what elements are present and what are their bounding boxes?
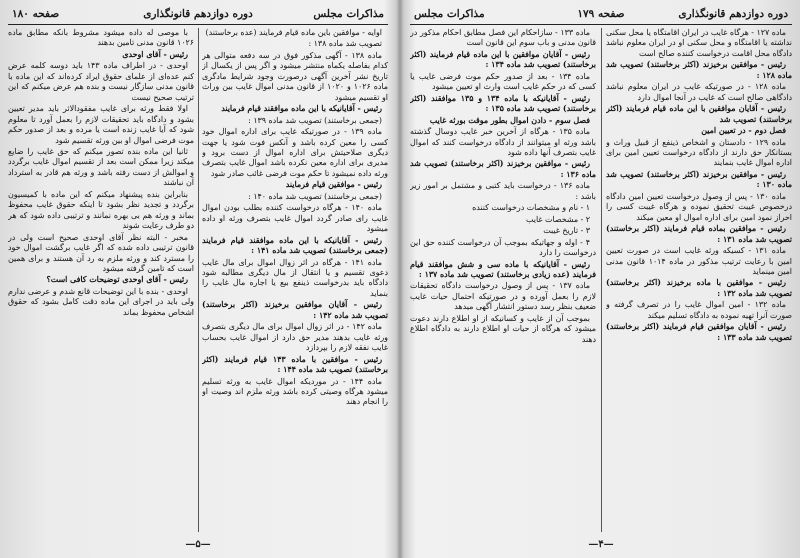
paragraph: ماده ۱۴۱ - هرگاه در اثر زوال اموال برای مال غایب دعوی تقسیم و یا انتقال از مال دیگری مطالبه شود دادگاه باید بدرخواست ذینفع بیع یا اجاره مال غایب را بنماید <box>202 257 388 298</box>
paragraph: اولا فقط ورثه برای غایب مفقودالاثر باید مدیر تعیین بشود و دادگاه باید تحقیقات لازم را بعمل آورد تا معلوم شود که آیا غایب زنده است یا مرده و بعد از صدور حکم موت فرضی اموال او بین ورثه تقسیم شود <box>8 104 194 145</box>
paragraph: رئیس - آقایان موافقین با این ماده قیام فرمایند (اکثر برخاستند) تصویب شد ماده ۱۳۴ : <box>410 49 596 70</box>
paragraph: ماده ۱۳۴ - بعد از صدور حکم موت فرضی غایب یا کسی که در حکم غایب است وارث او تعیین میشود <box>410 71 596 92</box>
paragraph: ماده ۱۲۷ - هرگاه غایب در ایران اقامتگاه یا محل سکنی نداشته یا اقامتگاه و محل سکنی او در ایران معلوم نباشد دادگاه محل اقامت درخواست کننده صالح است <box>606 28 792 58</box>
paragraph: بموجب آن از غایب و کسانیکه از او اطلاع دارند دعوت میشود که هرگاه از حیات او اطلاع دارند به دادگاه اطلاع دهند <box>410 313 596 344</box>
paragraph: ماده ۱۴۴ - در موردیکه اموال غایب به ورثه تسلیم میشود هرگاه وصیتی کرده باشد ورثه ملزم اند وصیت او را انجام دهند <box>202 376 388 407</box>
text-column-left <box>8 28 194 534</box>
paragraph: رئیس - آقایان موافقین با این ماده قیام فرمایند (اکثر برخاستند) تصویب شد <box>606 104 792 124</box>
page-number: —۵— <box>185 539 211 550</box>
page-header <box>8 6 388 25</box>
paragraph: ماده ۱۳۹ - در صورتیکه غایب برای اداره اموال خود کسی را معین کرده باشد و آنکس فوت شود یا جهت دیگری صلاحیتش برای اداره اموال از دست برود و مدیری برای اداره معین نکرده باشد اموال غایب بتصرف ورثه داده نمیشود تا حکم موت فرضی غائب صادر شود <box>202 127 388 178</box>
paragraph: رئیس - موافقین برخیزند (اکثر برخاستند) تصویب شد ماده ۱۲۸ : <box>606 60 792 80</box>
page-180 <box>4 0 392 558</box>
header-right: دوره دوازدهم قانونگذاری <box>678 8 788 20</box>
text-column-right <box>202 28 388 534</box>
paragraph: ۴ - اوله و جهاتیکه بموجب آن درخواست کننده حق این درخواست را دارد <box>410 237 596 258</box>
paragraph: رئیس - موافقین برخیزند (اکثر برخاستند) تصویب شد ماده ۱۳۰ : <box>606 169 792 190</box>
paragraph: ماده ۱۲۸ - در صورتیکه غایب در ایران معلوم نباشد دادگاهی صالح است که غایب در آنجا اموال دارد <box>606 82 792 102</box>
paragraph: رئیس - موافقین برخیزند (اکثر برخاستند) تصویب شد ماده ۱۳۶ : <box>410 159 596 179</box>
paragraph: رئیس - آقایانیکه با این ماده موافقند قیام فرمایند (جمعی برخاستند) تصویب شد ماده ۱۴۱ : <box>202 235 388 256</box>
paragraph: ماده ۱۲۹ - دادستان و اشخاص ذینفع از قبیل وراث و بستانکار حق دارند از دادگاه درخواست تعیین امین برای اداره اموال غایب بنمایند <box>606 137 792 168</box>
paragraph: با موصی له داده میشود مشروط بآنکه مطابق ماده ۱۰۲۶ قانون مدنی تامین بدهند <box>8 28 194 48</box>
paragraph: ماده ۱۳۲ - امین اموال غایب را در تصرف گرفته و صورت آنرا تهیه نموده به دادگاه تسلیم میکند <box>606 300 792 320</box>
header-left: صفحه ۱۸۰ <box>12 8 60 20</box>
paragraph: رئیس - آقایانیکه با این ماده موافقند قیام فرمایند <box>221 104 382 114</box>
paragraph: رئیس - موافقین قیام فرمایند <box>285 180 382 190</box>
page-number: —۴— <box>588 539 614 550</box>
header-center: دوره دوازدهم قانونگذاری <box>143 8 253 20</box>
column-divider <box>601 28 602 532</box>
paragraph: ماده ۱۳۰ - پس از وصول درخواست تعیین امین دادگاه درخصوص غیبت تحقیق نموده و هرگاه غیبت کسی را احراز نمود امین برای اداره اموال او معین میکند <box>606 191 792 222</box>
paragraph: ماده ۱۳۳ - سازاحکام این فصل مطابق احکام مذکور در قانون مدنی و باب سوم این قانون است <box>410 28 596 48</box>
paragraph: تصویب شد ماده ۱۳۸ : <box>308 39 382 49</box>
header-center: صفحه ۱۷۹ <box>577 8 625 20</box>
paragraph: رئیس - موافقین با ماده برخیزند (اکثر برخاستند) تصویب شد ماده ۱۳۲ : <box>606 278 792 298</box>
paragraph: رئیس - آقایانیکه با ماده سی و شش موافقند قیام فرمایند (عده زیادی برخاستند) تصویب شد ماده ۱۳۷ : <box>410 259 596 279</box>
paragraph: رئیس - آقایان موافقین قیام فرمایند (اکثر برخاستند) تصویب شد ماده ۱۳۳ : <box>606 322 792 342</box>
paragraph: رئیس - آقای اوحدی <box>122 49 188 59</box>
paragraph: اوایه - موافقین باین ماده قیام فرمایند (عده برخاستند) <box>205 28 382 37</box>
paragraph: بنابراین بنده پیشنهاد میکنم که این ماده با کمیسیون برگردد و تجدید نظر بشود تا اینکه حقوق غایب محفوظ بماند و ورثه هم بی بهره نمانند و ترتیبی داده شود که هر دو طرف رعایت شوند <box>8 189 194 231</box>
paragraph: رئیس - آقایان موافقین برخیزند (اکثر برخاستند) تصویب شد ماده ۱۴۲ : <box>202 300 388 320</box>
paragraph: ۲ - مشخصات غایب <box>526 214 590 224</box>
text-column-left <box>410 28 596 534</box>
text-column-right <box>606 28 792 534</box>
page-179 <box>406 0 796 558</box>
paragraph: (جمعی برخاستند) تصویب شد ماده ۱۳۹ : <box>248 115 382 125</box>
paragraph: ماده ۱۳۱ - کسیکه ورثه غایب است در صورت تعیین امین با رعایت ترتیب مذکور در ماده ۱۰۱۴ قانون مدنی امین مینماید <box>606 246 792 276</box>
column-divider <box>198 28 199 532</box>
paragraph: رئیس - آقای اوحدی توضیحات کافی است؟ <box>46 275 188 285</box>
paragraph: اوحدی - در اطراف ماده ۱۴۳ باید دوسه کلمه عرض کنم عده‌ای از علمای حقوق ایراد کرده‌اند که این ماده با قانون مدنی سازگار نیست و بنده هم عرض میکنم که این ترتیب صحیح نیست <box>8 61 194 102</box>
page-header <box>410 6 792 25</box>
paragraph: (جمعی برخاستند) تصویب شد ماده ۱۴۰ : <box>248 191 382 201</box>
paragraph: ۳ - تاریخ غیبت <box>543 226 590 236</box>
paragraph: رئیس - موافقین با ماده ۱۴۳ قیام فرمایند (اکثر برخاستند) تصویب شد ماده ۱۴۴ : <box>202 354 388 375</box>
paragraph: ماده ۱۴۲ - در اثر زوال اموال برای مال دیگری بتصرف ورثه غایب بدهند مدیر حق دارد از اموال غایب بحساب غایب نفقه لازم را بپردازد <box>202 322 388 353</box>
paragraph: مخبر - البته نظر آقای اوحدی صحیح است ولی در قانون ترتیبی داده شده که اگر غایب برگشت اموال خود را مسترد کند و ورثه ملزم به رد آن هستند و برای همین است که تامین گرفته میشود <box>8 232 194 273</box>
paragraph: ماده ۱۳۵ - هرگاه از آخرین خبر غایب دوسال گذشته باشد ورثه او میتوانند از دادگاه درخواست کنند که اموال غایب بتصرف آنها داده شود <box>410 127 596 157</box>
paragraph: رئیس - موافقین بماده قیام فرمایند (اکثر برخاستند) تصویب شد ماده ۱۳۱ : <box>606 224 792 244</box>
paragraph: ماده ۱۳۶ - درخواست باید کتبی و مشتمل بر امور زیر باشد : <box>410 181 596 201</box>
paragraph: فصل دوم - در تعیین امین <box>701 126 786 136</box>
paragraph: ثانیا این ماده بنده تصور میکنم که حق غایب را ضایع میکند زیرا ممکن است بعد از تقسیم اموال غایب برگردد و اموالش از دست رفته باشد و ورثه هم قادر به استرداد آن نباشند <box>8 146 194 188</box>
paragraph: فصل سوم - دادن اموال بطور موقت بورثه غایب <box>429 115 590 125</box>
paragraph: ماده ۱۴۰ - هرگاه درخواست کننده بطلب بودن اموال غایب رای صادر گردد اموال غایب بتصرف ورثه او داده میشود <box>202 203 388 234</box>
paragraph: ماده ۱۳۷ - پس از وصول درخواست دادگاه تحقیقات لازم را بعمل آورده و در صورتیکه احتمال حیات غایب ضعیف بنظر رسد دستور انتشار آگهی میدهد <box>410 281 596 312</box>
paragraph: ۱ - نام و مشخصات درخواست کننده <box>472 203 590 213</box>
paragraph: ماده ۱۳۸ - آگهی مذکور فوق در سه دفعه متوالی هر کدام بفاصله یکماه منتشر میشود و اگر پس از یکسال از تاریخ نشر آخرین آگهی درصورت وجود شرایط مادگری ماده ۱۰۲۶ و ۱۰۲۰ از قانون مدنی اموال غایب بین وراث او تقسیم میشود <box>202 50 388 102</box>
paragraph: اوحدی - بنده با این توضیحات قانع شدم و عرضی ندارم ولی باید در اجرای این ماده دقت کامل بشود که حقوق اشخاص محفوظ بماند <box>8 286 194 317</box>
header-right: مذاکرات مجلس <box>313 8 384 20</box>
paragraph: رئیس - آقایانیکه با ماده ۱۳۴ و ۱۳۵ موافقند (اکثر برخاستند) تصویب شد ماده ۱۳۵ : <box>410 93 596 114</box>
header-left: مذاکرات مجلس <box>414 8 485 20</box>
